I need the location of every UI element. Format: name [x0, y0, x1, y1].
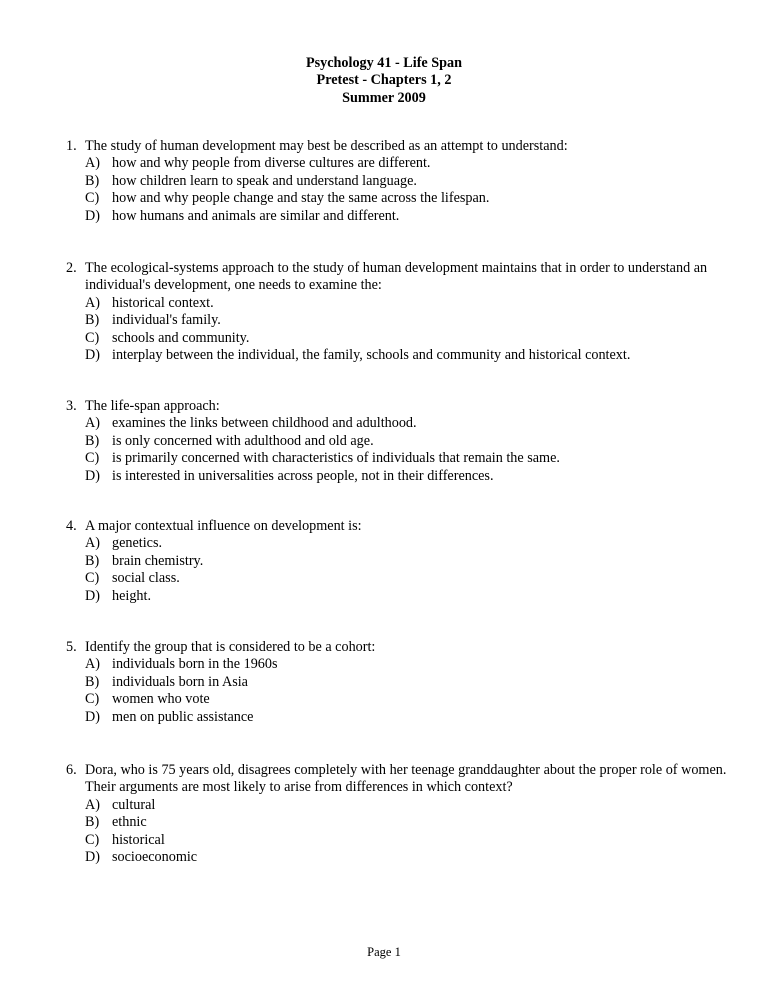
answer-option-d: [66, 208, 736, 225]
exam-term: Summer 2009: [342, 89, 426, 106]
option-letter: B): [85, 312, 100, 329]
answer-option-b: [66, 173, 736, 190]
option-text: individual's family.: [112, 312, 221, 329]
option-text: genetics.: [112, 535, 163, 552]
answer-option-d: [66, 709, 736, 726]
option-text: individuals born in Asia: [112, 673, 248, 690]
question-text: Identify the group that is considered to be a cohort:: [85, 639, 376, 655]
answer-option-b: [66, 553, 736, 570]
option-letter: B): [85, 172, 100, 189]
answer-option-b: [66, 674, 736, 691]
page-number: Page 1: [367, 945, 401, 959]
option-text: men on public assistance: [112, 708, 254, 725]
question-number: 4.: [66, 518, 77, 534]
option-text: social class.: [112, 570, 180, 587]
option-text: ethnic: [112, 814, 147, 831]
option-text: women who vote: [112, 691, 210, 708]
option-text: historical context.: [112, 294, 214, 311]
option-text: cultural: [112, 796, 156, 813]
option-text: how and why people from diverse cultures are different.: [112, 155, 431, 172]
option-letter: A): [85, 415, 100, 432]
option-letter: B): [85, 814, 100, 831]
option-letter: C): [85, 691, 100, 708]
option-text: schools and community.: [112, 329, 250, 346]
option-letter: C): [85, 190, 100, 207]
question-text: The life-span approach:: [85, 398, 220, 414]
question-number: 1.: [66, 138, 77, 154]
answer-option-b: [66, 814, 736, 831]
answer-option-d: [66, 468, 736, 485]
option-text: how and why people change and stay the same across the lifespan.: [112, 190, 490, 207]
answer-option-c: [66, 832, 736, 849]
question-text: A major contextual influence on development is:: [85, 518, 362, 534]
course-title: Psychology 41 - Life Span: [305, 55, 463, 71]
answer-option-a: [66, 797, 736, 814]
option-text: is only concerned with adulthood and old age.: [112, 432, 374, 449]
option-text: examines the links between childhood and adulthood.: [112, 415, 417, 432]
option-text: is primarily concerned with characteristics of individuals that remain the same.: [112, 450, 560, 467]
option-text: historical: [112, 831, 165, 848]
question-1: [66, 138, 736, 225]
answer-option-d: [66, 347, 736, 364]
answer-option-d: [66, 588, 736, 605]
option-letter: A): [85, 796, 100, 813]
option-text: how children learn to speak and understand language.: [112, 172, 417, 189]
question-number: 6.: [66, 762, 77, 778]
option-letter: D): [85, 207, 100, 224]
question-stem: [66, 260, 736, 295]
answer-option-d: [66, 849, 736, 866]
option-letter: C): [85, 329, 100, 346]
option-letter: D): [85, 849, 100, 866]
question-stem: [66, 138, 736, 155]
answer-option-a: [66, 415, 736, 432]
question-6: [66, 762, 736, 866]
option-text: socioeconomic: [112, 849, 198, 866]
option-letter: A): [85, 535, 100, 552]
question-text: The ecological-systems approach to the study of human development maintains that in order to understand an individual's development, one needs to examine the:: [85, 260, 708, 294]
option-letter: C): [85, 831, 100, 848]
option-letter: D): [85, 587, 100, 604]
option-letter: B): [85, 673, 100, 690]
question-2: [66, 260, 736, 364]
option-letter: A): [85, 294, 100, 311]
option-text: interplay between the individual, the family, schools and community and historical context.: [112, 347, 631, 364]
exam-title: Pretest - Chapters 1, 2: [316, 72, 452, 89]
question-3: [66, 398, 736, 485]
question-number: 2.: [66, 260, 77, 276]
answer-option-a: [66, 155, 736, 172]
option-letter: B): [85, 432, 100, 449]
option-letter: A): [85, 155, 100, 172]
question-4: [66, 518, 736, 605]
option-text: brain chemistry.: [112, 552, 204, 569]
option-text: how humans and animals are similar and different.: [112, 207, 400, 224]
answer-option-a: [66, 535, 736, 552]
option-letter: C): [85, 570, 100, 587]
option-letter: A): [85, 656, 100, 673]
answer-option-b: [66, 433, 736, 450]
option-text: is interested in universalities across people, not in their differences.: [112, 467, 494, 484]
answer-option-c: [66, 570, 736, 587]
question-stem: [66, 518, 736, 535]
question-stem: [66, 398, 736, 415]
question-stem: [66, 639, 736, 656]
option-letter: C): [85, 450, 100, 467]
option-text: individuals born in the 1960s: [112, 656, 278, 673]
option-letter: B): [85, 552, 100, 569]
answer-option-c: [66, 330, 736, 347]
question-5: [66, 639, 736, 726]
question-number: 5.: [66, 639, 77, 655]
question-number: 3.: [66, 398, 77, 414]
answer-option-c: [66, 450, 736, 467]
answer-option-c: [66, 190, 736, 207]
question-text: The study of human development may best be described as an attempt to understand:: [85, 138, 568, 154]
option-letter: D): [85, 347, 100, 364]
question-text: Dora, who is 75 years old, disagrees completely with her teenage granddaughter about the proper role of women. Their arguments are most likely to arise from differences in which context?: [85, 762, 727, 796]
answer-option-a: [66, 295, 736, 312]
option-letter: D): [85, 708, 100, 725]
option-text: height.: [112, 587, 152, 604]
question-stem: [66, 762, 736, 797]
answer-option-b: [66, 312, 736, 329]
answer-option-a: [66, 656, 736, 673]
option-letter: D): [85, 467, 100, 484]
answer-option-c: [66, 691, 736, 708]
